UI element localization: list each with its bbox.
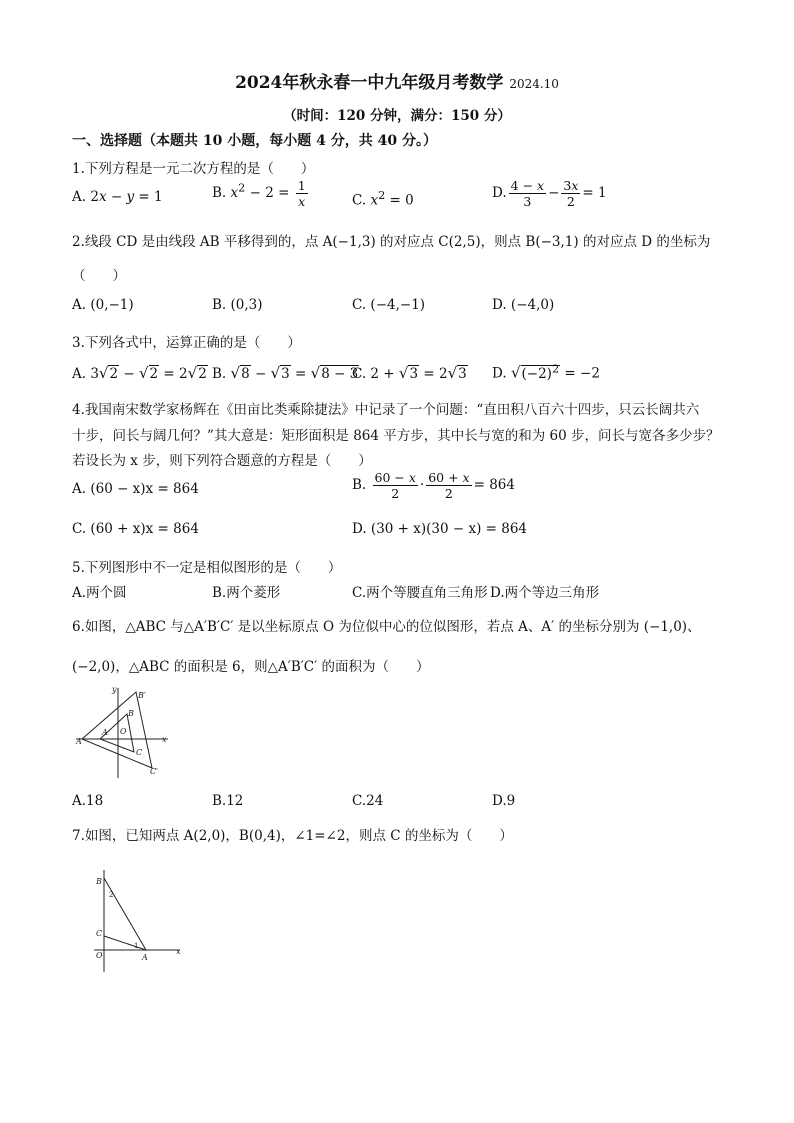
q7-figure [84,866,184,978]
svg-text:A: A [102,728,108,737]
exam-info: （时间：120 分钟，满分：150 分） [283,108,511,124]
q6-line1: 6.如图，△ABC 与△A′B′C′ 是以坐标原点 O 为位似中心的位似图形，若点 A、A′ 的坐标分别为 (−1,0)、 [72,619,701,635]
svg-text:C: C [136,748,143,757]
q6-option-b: B.12 [212,793,244,809]
q3-option-d: D. $√(-2)^2 = -2$ [492,362,600,382]
svg-text:y: y [112,685,117,694]
q4-line3: 若设长为 x 步，则下列符合题意的方程是（ ） [72,453,372,469]
svg-text:C: C [96,929,103,938]
q2-option-c: C. (−4,−1) [352,297,426,313]
svg-text:O: O [96,951,103,960]
svg-text:B′: B′ [138,691,146,700]
q4-line1: 4.我国南宋数学家杨辉在《田亩比类乘除捷法》中记录了一个问题：“直田积八百六十四步，只云长阔共六 [72,402,700,418]
q5-option-b: B.两个菱形 [212,585,281,601]
exam-date: 2024.10 [509,77,559,91]
q5-option-c: C.两个等腰直角三角形 [352,585,488,601]
svg-text:x: x [162,735,167,744]
q6-option-c: C.24 [352,793,384,809]
title-text: 2024年秋永春一中九年级月考数学 [235,73,504,93]
q1-option-a: A. 2x − y = 1 [72,189,163,205]
svg-text:B: B [128,709,134,718]
q3-option-a: A. 3√2 − √2 = 2√2 [72,364,207,382]
svg-text:1: 1 [134,942,139,950]
q5-option-d: D.两个等边三角形 [490,585,600,601]
q6-option-a: A.18 [72,793,104,809]
svg-text:x: x [176,947,181,956]
q1-option-c: C. $x^2 = 0$ [352,189,414,209]
q3-option-b: B. √8 − √3 = √8 − 3 [212,364,359,382]
q4-option-b: B. $\frac{60 - x}{2}$ · $\frac{60 + x}{2}$ = 864 [352,470,515,501]
q4-option-d: D. (30 + x)(30 − x) = 864 [352,521,528,537]
q2-blank: （ ） [72,268,126,284]
q5-stem: 5.下列图形中不一定是相似图形的是（ ） [72,560,342,576]
svg-text:A′: A′ [76,737,84,746]
q6-figure [74,684,174,780]
q4-option-c: C. (60 + x)x = 864 [72,521,199,537]
q1-option-b: B. $x^2 - 2$ = $\frac{1}{x}$ [212,178,306,209]
q6-line2: (−2,0)，△ABC 的面积是 6，则△A′B′C′ 的面积为（ ） [72,659,430,675]
segment-ac [104,936,146,950]
q2-option-b: B. (0,3) [212,297,263,313]
q3-option-c: C. 2 + √3 = 2√3 [352,364,467,382]
segment-ab [104,878,146,950]
q4-option-a: A. (60 − x)x = 864 [72,481,199,497]
svg-text:C′: C′ [150,767,158,776]
svg-text:A: A [142,953,148,962]
q3-stem: 3.下列各式中，运算正确的是（ ） [72,335,301,351]
q2-option-a: A. (0,−1) [72,297,134,313]
q7-stem: 7.如图，已知两点 A(2,0)，B(0,4)，∠1=∠2，则点 C 的坐标为（ ） [72,828,513,844]
q1-option-d: D. $\frac{4 - x}{3}$ − $\frac{3x}{2}$ = 1 [492,178,607,209]
svg-text:B: B [96,877,102,886]
svg-text:2: 2 [109,891,114,899]
page-title [0,68,794,93]
q4-line2: 十步，问长与阔几何？”其大意是：矩形面积是 864 平方步，其中长与宽的和为 60 步，问长与宽各多少步？ [72,428,720,444]
q2-stem: 2.线段 CD 是由线段 AB 平移得到的，点 A(−1,3) 的对应点 C(2,5)，则点 B(−3,1) 的对应点 D 的坐标为 [72,234,711,250]
section-title: 一、选择题（本题共 10 小题，每小题 4 分，共 40 分。） [72,133,437,149]
q1-stem: 1.下列方程是一元二次方程的是（ ） [72,161,315,177]
q5-option-a: A.两个圆 [72,585,127,601]
q6-option-d: D.9 [492,793,516,809]
svg-text:O: O [120,727,127,736]
q2-option-d: D. (−4,0) [492,297,555,313]
